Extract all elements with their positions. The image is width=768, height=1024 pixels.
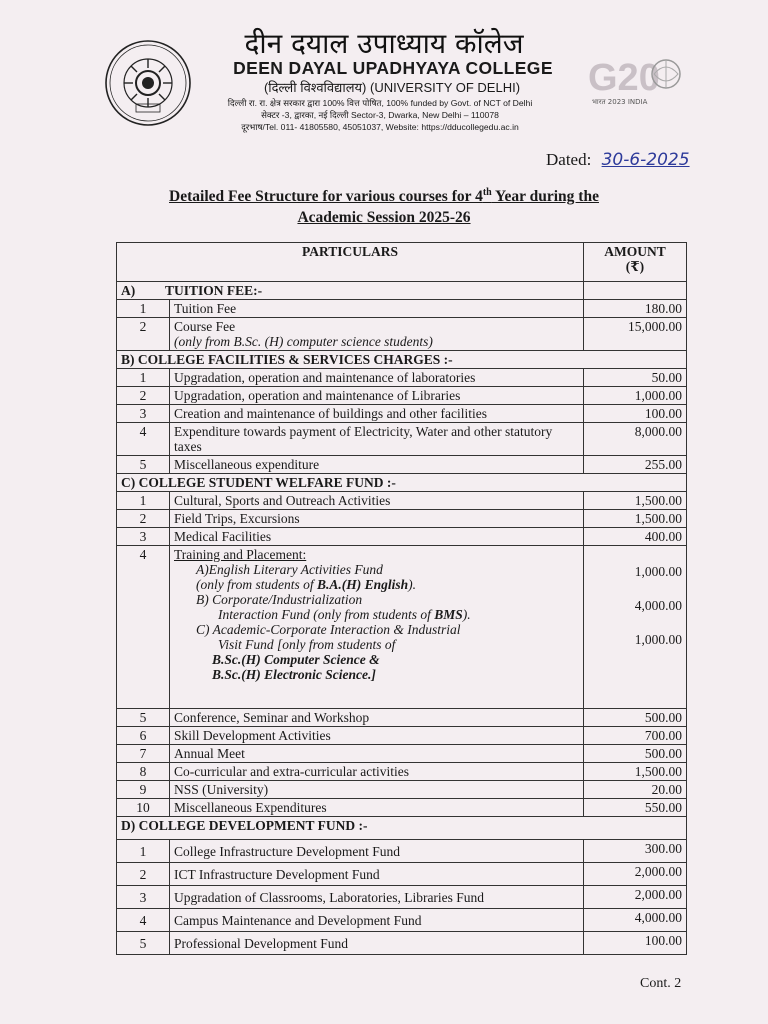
table-header-row [117, 243, 687, 282]
date-line [546, 150, 690, 170]
training-placement-title: Training and Placement: [174, 547, 307, 562]
title-superscript: th [482, 187, 492, 198]
row-text: Upgradation of Classrooms, Laboratories, Libraries Fund [170, 886, 584, 909]
row-note: (only from B.Sc. (H) computer science students) [174, 334, 433, 349]
row-number: 2 [117, 510, 170, 528]
row-text: NSS (University) [170, 781, 584, 799]
section-letter: D) [121, 818, 136, 833]
english-literary-amount: 1,000.00 [634, 564, 682, 579]
section-letter: C) [121, 475, 136, 490]
table-row [117, 886, 687, 909]
table-row [117, 932, 687, 955]
row-number: 5 [117, 709, 170, 727]
table-row [117, 863, 687, 886]
table-row [117, 781, 687, 799]
row-amount: 100.00 [584, 932, 687, 955]
academic-corporate-course-1: B.Sc.(H) Computer Science & [212, 652, 380, 667]
row-amount: 1,500.00 [584, 510, 687, 528]
fee-table [116, 242, 687, 955]
row-amount: 500.00 [584, 709, 687, 727]
note-end: ). [462, 607, 471, 622]
table-row [117, 369, 687, 387]
row-text: Co-curricular and extra-curricular activities [170, 763, 584, 781]
row-amount: 400.00 [584, 528, 687, 546]
dated-value: 30-6-2025 [601, 150, 690, 170]
table-row [117, 318, 687, 351]
row-text: Upgradation, operation and maintenance of Libraries [170, 387, 584, 405]
corporate-fund: B) Corporate/Industrialization [196, 592, 363, 607]
academic-corporate-note: Visit Fund [only from students of [218, 637, 396, 652]
row-number: 10 [117, 799, 170, 817]
row-number: 4 [117, 909, 170, 932]
section-letter: B) [121, 352, 135, 367]
row-text-cell [170, 318, 584, 351]
section-header [117, 817, 687, 840]
continued-note: Cont. 2 [640, 976, 682, 991]
note-text: Interaction Fund (only from students of [218, 607, 435, 622]
table-row [117, 387, 687, 405]
table-row [117, 423, 687, 456]
row-text: Creation and maintenance of buildings and other facilities [170, 405, 584, 423]
table-row [117, 745, 687, 763]
corporate-fund-amount: 4,000.00 [634, 598, 682, 613]
section-a-title [117, 282, 584, 300]
training-placement-row [117, 546, 687, 709]
row-amount: 2,000.00 [584, 863, 687, 886]
row-amount: 1,000.00 [584, 387, 687, 405]
section-title: COLLEGE DEVELOPMENT FUND :- [138, 818, 368, 833]
row-number: 2 [117, 318, 170, 351]
row-number: 4 [117, 546, 170, 709]
section-header [117, 351, 687, 369]
address-line-1: दिल्ली रा. रा. क्षेत्र सरकार द्वारा 100% वित्त पोषित, 100% funded by Govt. of NCT of Delhi [227, 98, 533, 108]
corporate-fund-note [174, 607, 579, 622]
table-row [117, 909, 687, 932]
row-amount: 255.00 [584, 456, 687, 474]
table-row [117, 300, 687, 318]
title-line-1 [169, 188, 599, 205]
section-d-title [117, 817, 687, 840]
document-title [110, 182, 658, 228]
table-row [117, 492, 687, 510]
row-text: College Infrastructure Development Fund [170, 840, 584, 863]
english-literary-fund: A)English Literary Activities Fund [196, 562, 383, 577]
section-header [117, 474, 687, 492]
row-text: Professional Development Fund [170, 932, 584, 955]
row-amount: 15,000.00 [584, 318, 687, 351]
row-text: Field Trips, Excursions [170, 510, 584, 528]
row-amount: 1,500.00 [584, 492, 687, 510]
table-row [117, 510, 687, 528]
address-line-2: सेक्टर -3, द्वारका, नई दिल्ली Sector-3, Dwarka, New Delhi – 110078 [261, 110, 499, 120]
row-number: 1 [117, 369, 170, 387]
university-hindi: (दिल्ली विश्वविद्यालय) [263, 80, 367, 95]
section-c-title [117, 474, 687, 492]
row-number: 6 [117, 727, 170, 745]
row-number: 1 [117, 492, 170, 510]
note-course: BMS [434, 607, 463, 622]
row-number: 7 [117, 745, 170, 763]
amount-header [584, 243, 687, 282]
row-text: Medical Facilities [170, 528, 584, 546]
note-end: ). [408, 577, 417, 592]
row-number: 3 [117, 886, 170, 909]
row-text: Upgradation, operation and maintenance of laboratories [170, 369, 584, 387]
title-line-1-text: Detailed Fee Structure for various courses for 4 [169, 188, 483, 206]
address-line-3: दूरभाष/Tel. 011- 41805580, 45051037, Website: https://dducollegedu.ac.in [241, 122, 519, 132]
g20-logo-text: G20 [588, 57, 660, 99]
section-b-title [117, 351, 687, 369]
row-amount: 1,500.00 [584, 763, 687, 781]
row-number: 1 [117, 300, 170, 318]
row-number: 8 [117, 763, 170, 781]
training-placement-amounts [584, 546, 687, 709]
table-row [117, 528, 687, 546]
row-amount: 100.00 [584, 405, 687, 423]
row-text: Cultural, Sports and Outreach Activities [170, 492, 584, 510]
row-text: Miscellaneous expenditure [170, 456, 584, 474]
row-text: Skill Development Activities [170, 727, 584, 745]
academic-corporate-course-2: B.Sc.(H) Electronic Science.] [212, 667, 376, 682]
row-number: 1 [117, 840, 170, 863]
table-row [117, 727, 687, 745]
row-amount: 4,000.00 [584, 909, 687, 932]
row-number: 4 [117, 423, 170, 456]
training-placement-cell [170, 546, 584, 709]
title-line-2: Academic Session 2025-26 [297, 209, 471, 227]
row-amount: 20.00 [584, 781, 687, 799]
university-english: (UNIVERSITY OF DELHI) [370, 80, 521, 95]
title-line-1-rest: Year during the [491, 188, 599, 206]
amount-header-label: AMOUNT [604, 244, 666, 259]
college-name-english: DEEN DAYAL UPADHYAYA COLLEGE [233, 58, 553, 78]
table-row [117, 799, 687, 817]
row-text: Annual Meet [170, 745, 584, 763]
row-amount: 700.00 [584, 727, 687, 745]
row-amount: 500.00 [584, 745, 687, 763]
row-number: 3 [117, 528, 170, 546]
particulars-header: PARTICULARS [117, 243, 584, 282]
section-title: TUITION FEE:- [165, 283, 263, 298]
row-number: 2 [117, 863, 170, 886]
section-header [117, 282, 687, 300]
table-row [117, 405, 687, 423]
note-text: (only from students of [196, 577, 317, 592]
college-name-hindi: दीन दयाल उपाध्याय कॉलेज [244, 27, 524, 60]
row-amount: 2,000.00 [584, 886, 687, 909]
academic-corporate-amount: 1,000.00 [634, 632, 682, 647]
table-row [117, 840, 687, 863]
row-text: Conference, Seminar and Workshop [170, 709, 584, 727]
row-number: 5 [117, 932, 170, 955]
row-number: 5 [117, 456, 170, 474]
table-row [117, 763, 687, 781]
row-text: Course Fee [174, 319, 236, 334]
section-title: COLLEGE STUDENT WELFARE FUND :- [138, 475, 396, 490]
university-line [222, 78, 562, 96]
row-number: 9 [117, 781, 170, 799]
english-literary-note [174, 577, 579, 592]
section-title: COLLEGE FACILITIES & SERVICES CHARGES :- [137, 352, 453, 367]
academic-corporate-fund: C) Academic-Corporate Interaction & Industrial [196, 622, 461, 637]
row-number: 2 [117, 387, 170, 405]
row-text: Miscellaneous Expenditures [170, 799, 584, 817]
row-amount: 300.00 [584, 840, 687, 863]
g20-caption: भारत 2023 INDIA [592, 98, 648, 106]
table-row [117, 709, 687, 727]
row-amount: 550.00 [584, 799, 687, 817]
row-amount: 180.00 [584, 300, 687, 318]
table-row [117, 456, 687, 474]
row-text: Tuition Fee [170, 300, 584, 318]
amount-header-currency: (₹) [625, 259, 645, 274]
row-amount: 8,000.00 [584, 423, 687, 456]
section-letter: A) [121, 283, 136, 298]
row-amount: 50.00 [584, 369, 687, 387]
row-text: Campus Maintenance and Development Fund [170, 909, 584, 932]
dated-label: Dated: [546, 150, 592, 169]
section-amount-empty [584, 282, 687, 300]
note-course: B.A.(H) English [317, 577, 409, 592]
row-number: 3 [117, 405, 170, 423]
row-text: ICT Infrastructure Development Fund [170, 863, 584, 886]
row-text: Expenditure towards payment of Electricity, Water and other statutory taxes [170, 423, 584, 456]
